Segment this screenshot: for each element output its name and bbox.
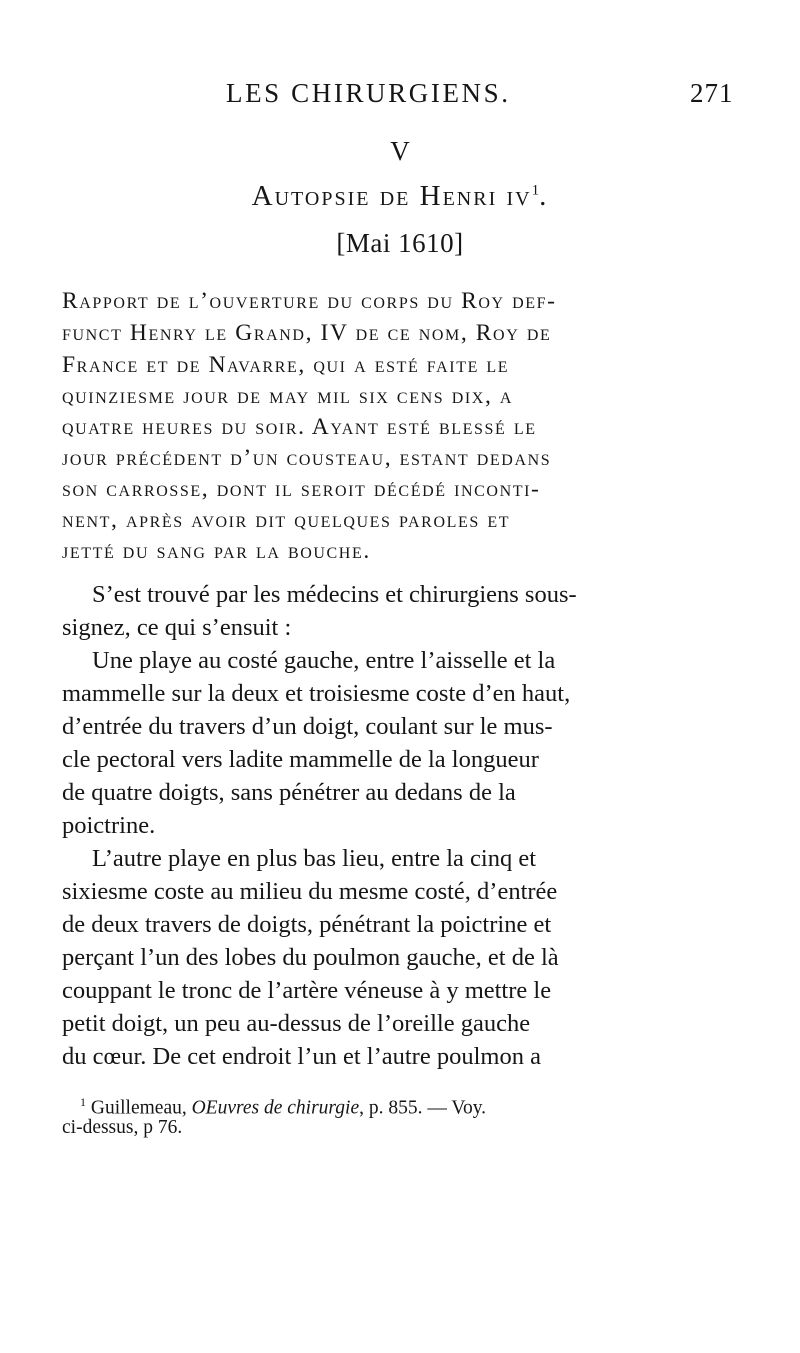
section-numeral: V: [390, 136, 410, 166]
heading-line: jour précédent d’un cousteau, estant dedans: [62, 445, 552, 471]
heading-line: France et de Navarre, qui a esté faite le: [62, 352, 510, 378]
body-line: de deux travers de doigts, pénétrant la poictrine et: [62, 911, 552, 938]
body-line: perçant l’un des lobes du poulmon gauche, et de là: [62, 944, 559, 971]
heading-line: quatre heures du soir. Ayant esté blessé le: [62, 414, 537, 440]
footnote-number: 1: [80, 1095, 86, 1109]
section-title: Autopsie de Henri $iv^1$.: [251, 180, 549, 212]
body-line: d’entrée du travers d’un doigt, coulant sur le mus-: [62, 713, 553, 740]
footnote-marker: 1: [531, 182, 540, 199]
body-line: de quatre doigts, sans pénétrer au dedans de la: [62, 779, 516, 806]
body-line: du cœur. De cet endroit l’un et l’autre poulmon a: [62, 1043, 541, 1070]
footnote-line: ci-dessus, p 76.: [62, 1117, 183, 1138]
body-line: cle pectoral vers ladite mammelle de la longueur: [62, 746, 539, 773]
heading-line: jetté du sang par la bouche.: [62, 538, 371, 564]
heading-line: quinziesme jour de may mil six cens dix, a: [62, 383, 514, 409]
body-line: petit doigt, un peu au-dessus de l’oreille gauche: [62, 1010, 531, 1037]
body-line: sixiesme coste au milieu du mesme costé, d’entrée: [62, 878, 558, 905]
body-line: signez, ce qui s’ensuit :: [62, 614, 292, 641]
page-number: 271: [690, 78, 734, 108]
page-header: [0, 78, 800, 118]
footnote-work: OEuvres de chirurgie: [191, 1097, 360, 1119]
body-line: mammelle sur la deux et troisiesme coste d’en haut,: [62, 680, 571, 707]
section-date: [Mai 1610]: [336, 228, 464, 258]
body-line: S’est trouvé par les médecins et chirurgiens sous-: [92, 581, 577, 608]
footnote-ref: , p. 855. — Voy.: [359, 1097, 487, 1119]
body-line: Une playe au costé gauche, entre l’aisselle et la: [92, 647, 556, 674]
section-title-text: Autopsie de Henri iv: [251, 180, 532, 212]
body-line: couppant le tronc de l’artère véneuse à y mettre le: [62, 977, 552, 1004]
heading-line: nent, après avoir dit quelques paroles et: [62, 507, 511, 533]
body-line: poictrine.: [62, 812, 156, 839]
body-line: L’autre playe en plus bas lieu, entre la cinq et: [92, 845, 537, 872]
heading-line: Rapport de l’ouverture du corps du Roy def-: [62, 288, 557, 314]
running-title: LES CHIRURGIENS.: [226, 78, 511, 108]
heading-line: son carrosse, dont il seroit décédé inconti-: [62, 476, 541, 502]
heading-line: funct Henry le Grand, IV de ce nom, Roy de: [62, 320, 552, 346]
footnote-author: Guillemeau,: [90, 1097, 192, 1119]
